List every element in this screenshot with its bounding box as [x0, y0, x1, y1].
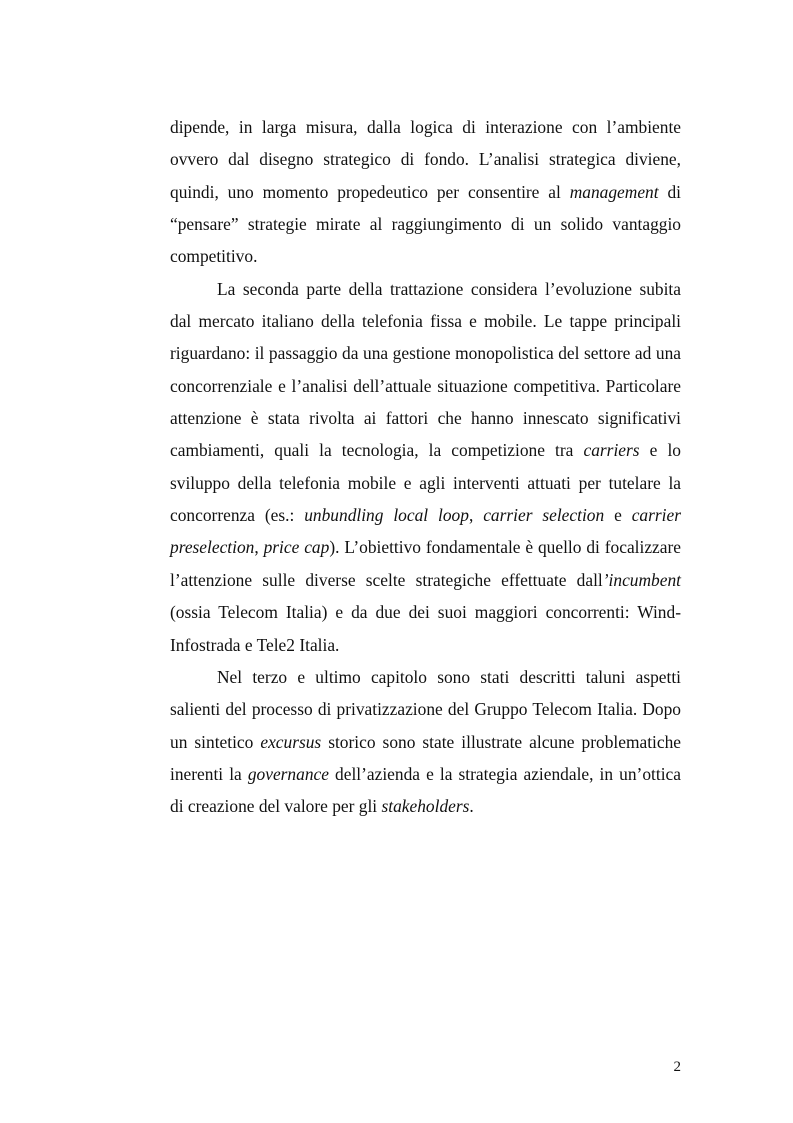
- italic-term: ’incumbent: [602, 569, 681, 590]
- text-run: di “pensare” strategie mirate al raggiungimento di un solido vantaggio competitivo.: [170, 181, 681, 267]
- italic-term: excursus: [260, 731, 322, 752]
- body-text: [170, 111, 681, 823]
- page-number: 2: [673, 1059, 681, 1075]
- text-run: Nel terzo e ultimo capitolo sono stati descritti taluni aspetti salienti del processo di privatizzazione del Gruppo Telecom Italia. Dopo un sintetico: [170, 666, 681, 752]
- text-run: dipende, in larga misura, dalla logica di interazione con l’ambiente ovvero dal disegno strategico di fondo. L’analisi strategica diviene, quindi, uno momento propedeutico per consentire al: [170, 117, 681, 202]
- text-run: e lo sviluppo della telefonia mobile e agli interventi attuati per tutelare la concorrenza (es.:: [170, 440, 681, 526]
- text-run: ). L’obiettivo fondamentale è quello di focalizzare l’attenzione sulle diverse scelte strategiche effettuate dall: [170, 537, 681, 590]
- text-run: ,: [254, 537, 264, 558]
- italic-term: governance: [247, 763, 329, 784]
- paragraph-1: [170, 111, 681, 273]
- text-run: ,: [468, 505, 484, 526]
- text-run: dell’azienda e la strategia aziendale, in un’ottica di creazione del valore per gli: [170, 763, 681, 817]
- italic-term: carrier selection: [483, 505, 605, 526]
- italic-term: management: [569, 181, 659, 202]
- italic-term: carrier preselection: [170, 505, 681, 558]
- italic-term: unbundling local loop: [304, 505, 469, 526]
- paragraph-2: [170, 273, 681, 661]
- italic-term: carriers: [583, 440, 640, 461]
- text-run: (ossia Telecom Italia) e da due dei suoi maggiori concorrenti: Wind- Infostrada e Tele2 Italia.: [170, 602, 681, 655]
- text-run: e: [604, 505, 632, 526]
- italic-term: stakeholders: [381, 796, 470, 817]
- paragraph-3: [170, 661, 681, 823]
- text-run: .: [469, 796, 474, 817]
- text-run: storico sono state illustrate alcune problematiche inerenti la: [170, 731, 682, 784]
- text-run: La seconda parte della trattazione considera l’evoluzione subita dal mercato italiano della telefonia fissa e mobile. Le tappe principali riguardano: il passaggio da una gestione monopolistica del settore ad una concorrenziale e l’analisi dell’attuale situazione competitiva. Particolare attenzione è stata rivolta ai fattori che hanno innescato significativi cambiamenti, quali la tecnologia, la competizione tra: [170, 278, 681, 461]
- italic-term: price cap: [263, 537, 330, 558]
